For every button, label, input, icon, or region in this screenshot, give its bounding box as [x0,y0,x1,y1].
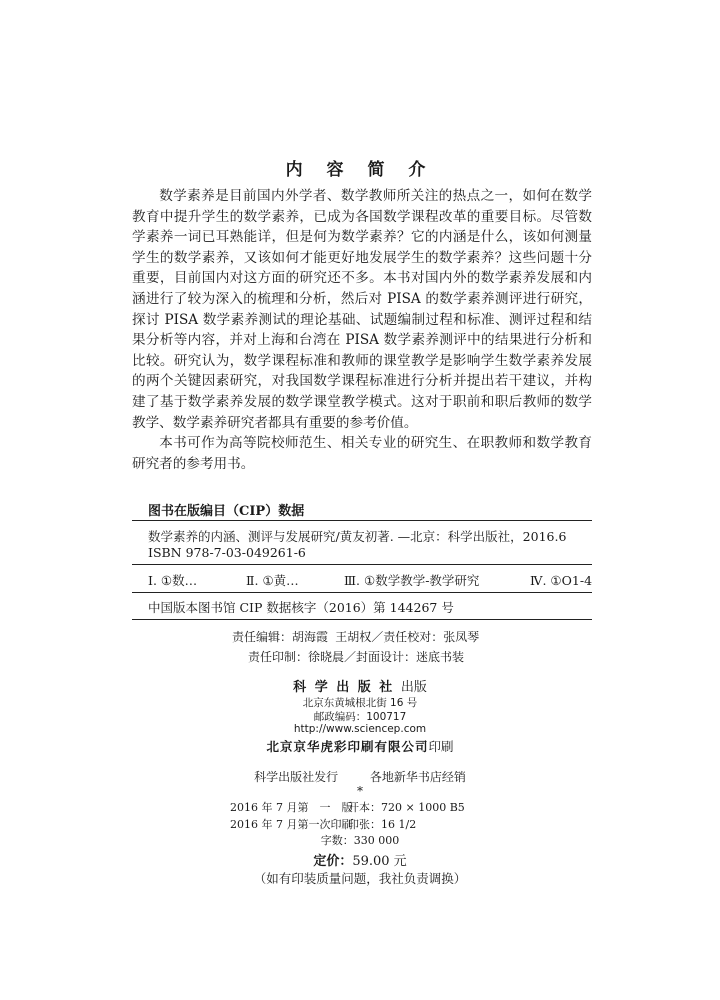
printer-name: 北京京华虎彩印刷有限公司 [266,739,429,754]
publisher-line [0,676,720,695]
cip-classification [148,571,592,589]
word-count: 字数：330 000 [320,834,400,847]
separator-mark: * [357,784,363,798]
publisher-suffix: 出版 [400,680,427,695]
intro-paragraph-1: 数学素养是目前国内外学者、数学教师所关注的热点之一，如何在数学教育中提升学生的数学素养，已成为各国数学课程改革的重要目标。尽管数学素养一词已耳熟能详，但是何为数学素养？它的内涵是什么，该如何测量学生的数学素养，又该如何才能更好地发展学生的数学素养？这些问题十分重要，目前国内对这方面的研究还不多。本书对国内外的数学素养发展和内涵进行了较为深入的梳理和分析，然后对 PISA 的数学素养测评进行研究，探讨 PISA 数学素养测试的理论基础、试题编制过程和标准、测评过程和结果分析等内容，并对上海和台湾在 PISA 数学素养测评中的结果进行分析和比较。研究认为，数学课程标准和教师的课堂教学是影响学生数学素养发展的两个关键因素研究，对我国数学课程标准进行分析并提出若干建议，并构建了基于数学素养发展的数学课堂教学模式。这对于职前和职后教师的数学教学、数学素养研究者都具有重要的参考价值。 [132,188,592,431]
quality-note: （如有印装质量问题，我社负责调换） [253,871,467,886]
publisher-postcode: 邮政编码：100717 [313,711,407,723]
credits-line-2: 责任印制：徐晓晨／封面设计：迷底书装 [248,650,465,664]
distribution-line [0,768,720,785]
printer-suffix: 印刷 [428,739,454,754]
cip-isbn: ISBN 978-7-03-049261-6 [148,545,306,560]
price-label: 定价： [313,854,353,869]
edition-line-2 [230,816,416,832]
edition-line-1 [230,799,465,815]
publisher-name: 科 学 出 版 社 [293,680,395,695]
print-date: 2016 年 7 月第一次印刷 [230,818,353,831]
cip-top-rule [132,520,592,521]
seller: 各地新华书店经销 [369,770,466,784]
sheet-count: 印张：16 1/2 [348,818,417,831]
cip-class-3: Ⅲ. ①数学教学-教学研究 [344,573,480,588]
price-value: 59.00 元 [352,854,407,869]
section-title: 内 容 简 介 [285,160,435,180]
cip-class-4: Ⅳ. ①O1-4 [530,573,593,588]
cip-record: 数学素养的内涵、测评与发展研究/黄友初著. —北京：科学出版社，2016.6 [148,529,567,544]
cip-class-1: Ⅰ. ①数… [148,573,198,588]
price-line [0,850,720,869]
distributor: 科学出版社发行 [254,770,339,784]
cip-class-2: Ⅱ. ①黄… [246,573,299,588]
intro-paragraph-2: 本书可作为高等院校师范生、相关专业的研究生、在职教师和数学教育研究者的参考用书。 [132,435,592,472]
cip-mid-rule [132,564,592,565]
printer-line [0,737,720,755]
publisher-address: 北京东黄城根北街 16 号 [302,697,418,709]
credits-line-1: 责任编辑：胡海霞 王胡权／责任校对：张凤琴 [232,630,480,644]
cip-bottom-rule [132,592,592,593]
publisher-website: http://www.sciencep.com [293,723,427,735]
format-size: 开本：720 × 1000 B5 [348,801,465,814]
intro-text [132,186,592,474]
edition-date: 2016 年 7 月第 一 版 [230,801,353,814]
cip-end-rule [132,619,592,620]
cip-verification: 中国版本图书馆 CIP 数据核字（2016）第 144267 号 [148,600,454,615]
cip-heading: 图书在版编目（CIP）数据 [148,504,305,519]
